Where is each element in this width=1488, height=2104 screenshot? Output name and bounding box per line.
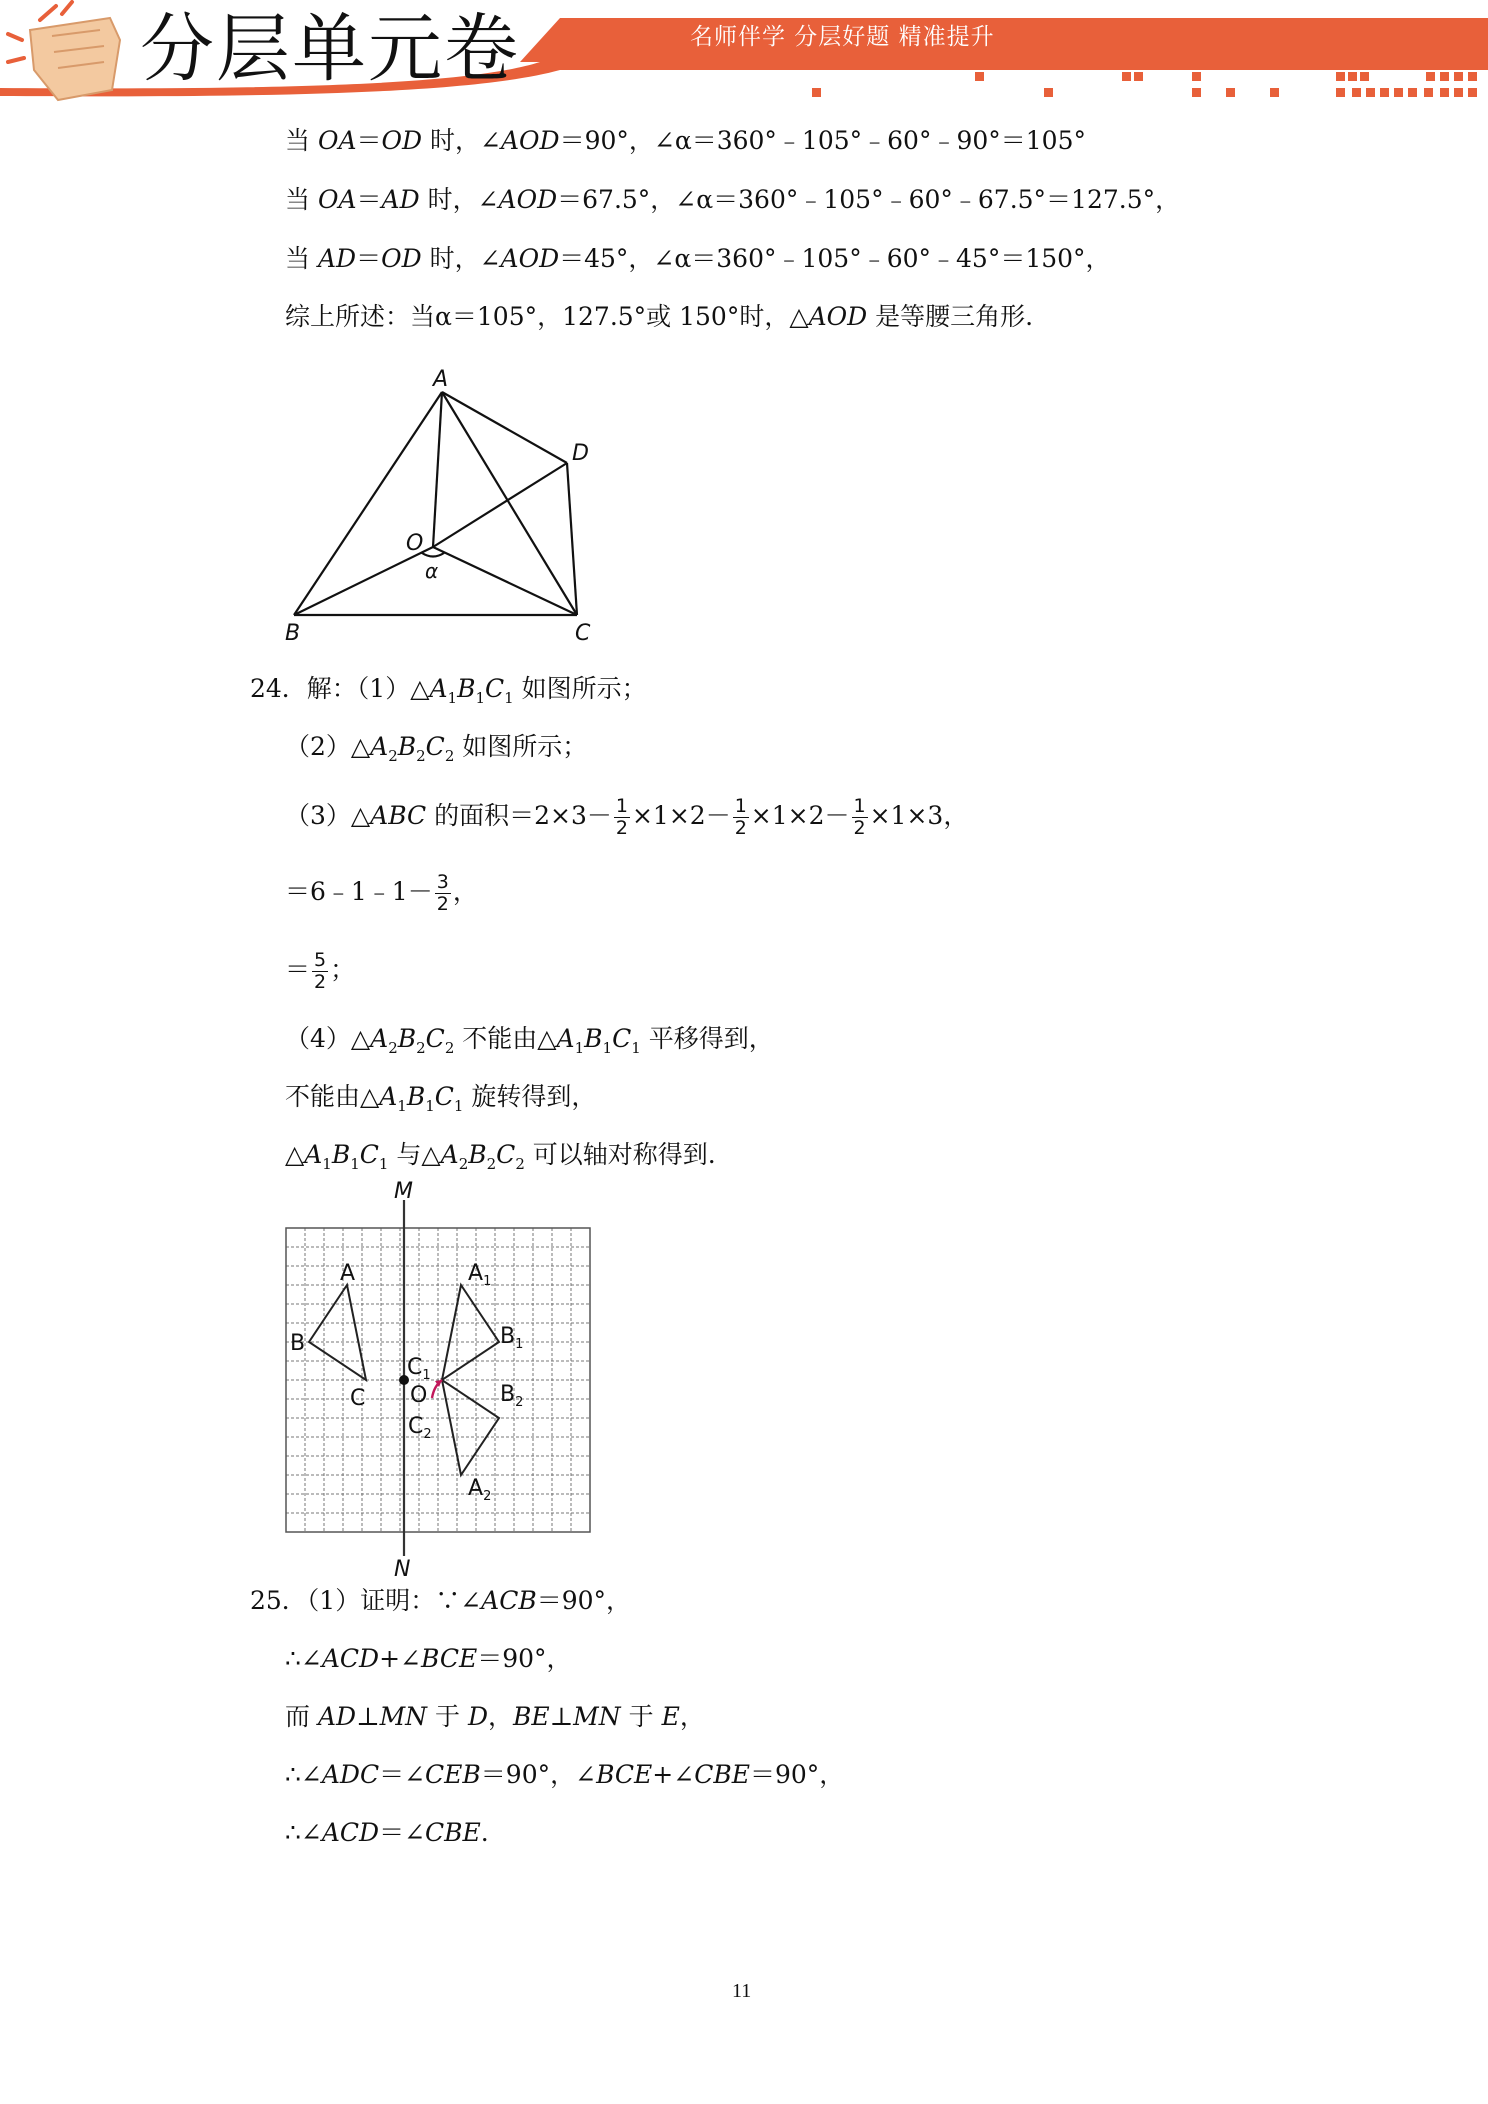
label-B2: $B_2$ xyxy=(500,1382,524,1410)
label-B: B xyxy=(290,1331,306,1356)
label-B: B xyxy=(285,621,301,646)
text-line: （3）△ABC 的面积＝2×3－ $\frac{1}{2}$ ×1×2－ $\frac{1}{2}$ ×1×2－ $\frac{1}{2}$ ×1×3， xyxy=(285,795,969,839)
triangle-A2B2C2 xyxy=(442,1380,499,1475)
fraction: $\frac{1}{2}$ xyxy=(853,795,866,839)
label-O: O xyxy=(410,1383,428,1408)
label-M: M xyxy=(394,1180,413,1204)
label-O: O xyxy=(406,531,424,556)
grid-lines xyxy=(286,1228,590,1532)
text-line: ∴∠ACD+∠BCE＝90°， xyxy=(285,1644,572,1673)
label-A1: $A_1$ xyxy=(468,1261,492,1289)
page-number: 11 xyxy=(732,1980,752,2002)
label-N: N xyxy=(394,1557,411,1580)
text-line: 当 AD＝OD 时，∠AOD＝45°，∠α＝360°﹣105°﹣60°﹣45°＝150°， xyxy=(285,244,1111,273)
text-line: 而 AD⊥MN 于 D，BE⊥MN 于 E， xyxy=(285,1702,705,1731)
fist-icon xyxy=(8,2,120,100)
text-line: ＝ $\frac{5}{2}$ ； xyxy=(285,949,356,993)
fraction: $\frac{1}{2}$ xyxy=(734,795,747,839)
brand-title: 分层单元卷 xyxy=(140,6,520,92)
label-A: A xyxy=(433,367,449,392)
label-A: A xyxy=(340,1261,356,1286)
header-dots xyxy=(812,72,1477,97)
triangle-A1B1C1 xyxy=(442,1285,499,1380)
label-D: D xyxy=(572,441,589,466)
text-line: ∴∠ADC＝∠CEB＝90°，∠BCE+∠CBE＝90°， xyxy=(285,1760,845,1789)
triangle-figure xyxy=(280,360,620,650)
text-line: 24．解：$(1)\triangle A_1B_1C_1$ 如图所示； xyxy=(250,674,647,707)
header-orange-band xyxy=(520,18,1488,62)
text-line: 25．（1）证明：∵∠ACB＝90°， xyxy=(250,1586,632,1615)
fraction: $\frac{5}{2}$ xyxy=(314,949,327,993)
fraction: $\frac{3}{2}$ xyxy=(436,871,449,915)
text-line: ＝6﹣1﹣1－ $\frac{3}{2}$ ， xyxy=(285,871,478,915)
grid-figure xyxy=(270,1180,600,1580)
label-alpha: α xyxy=(425,559,439,583)
text-line: 不能由$\triangle A_1B_1C_1$ 旋转得到， xyxy=(285,1082,597,1115)
page-header xyxy=(0,0,1488,110)
fraction: $\frac{1}{2}$ xyxy=(615,795,628,839)
label-C: C xyxy=(575,621,591,646)
label-C1: $C_1$ xyxy=(407,1355,431,1383)
text-line: ∴∠ACD＝∠CBE. xyxy=(285,1818,489,1847)
text-line: $(4)\triangle A_2B_2C_2$ 不能由$\triangle A_1B_1C_1$ 平移得到， xyxy=(285,1024,774,1057)
text-line: 当 OA＝OD 时，∠AOD＝90°，∠α＝360°﹣105°﹣60°﹣90°＝105° xyxy=(285,126,1086,155)
label-A2: $A_2$ xyxy=(468,1476,492,1504)
triangle-ABC xyxy=(309,1285,366,1380)
label-B1: $B_1$ xyxy=(500,1324,524,1352)
text-line: 综上所述：当α＝105°，127.5°或 150°时，△AOD 是等腰三角形. xyxy=(285,302,1034,331)
text-line: 当 OA＝AD 时，∠AOD＝67.5°，∠α＝360°﹣105°﹣60°﹣67.5°＝127.5°， xyxy=(285,185,1181,214)
label-C2: $C_2$ xyxy=(408,1414,432,1442)
text-line: $\triangle A_1B_1C_1$ 与$\triangle A_2B_2C_2$ 可以轴对称得到. xyxy=(285,1140,716,1173)
text-line: $(2)\triangle A_2B_2C_2$ 如图所示； xyxy=(285,732,588,765)
header-slogan: 名师伴学 分层好题 精准提升 xyxy=(690,24,995,50)
label-C: C xyxy=(350,1386,366,1411)
